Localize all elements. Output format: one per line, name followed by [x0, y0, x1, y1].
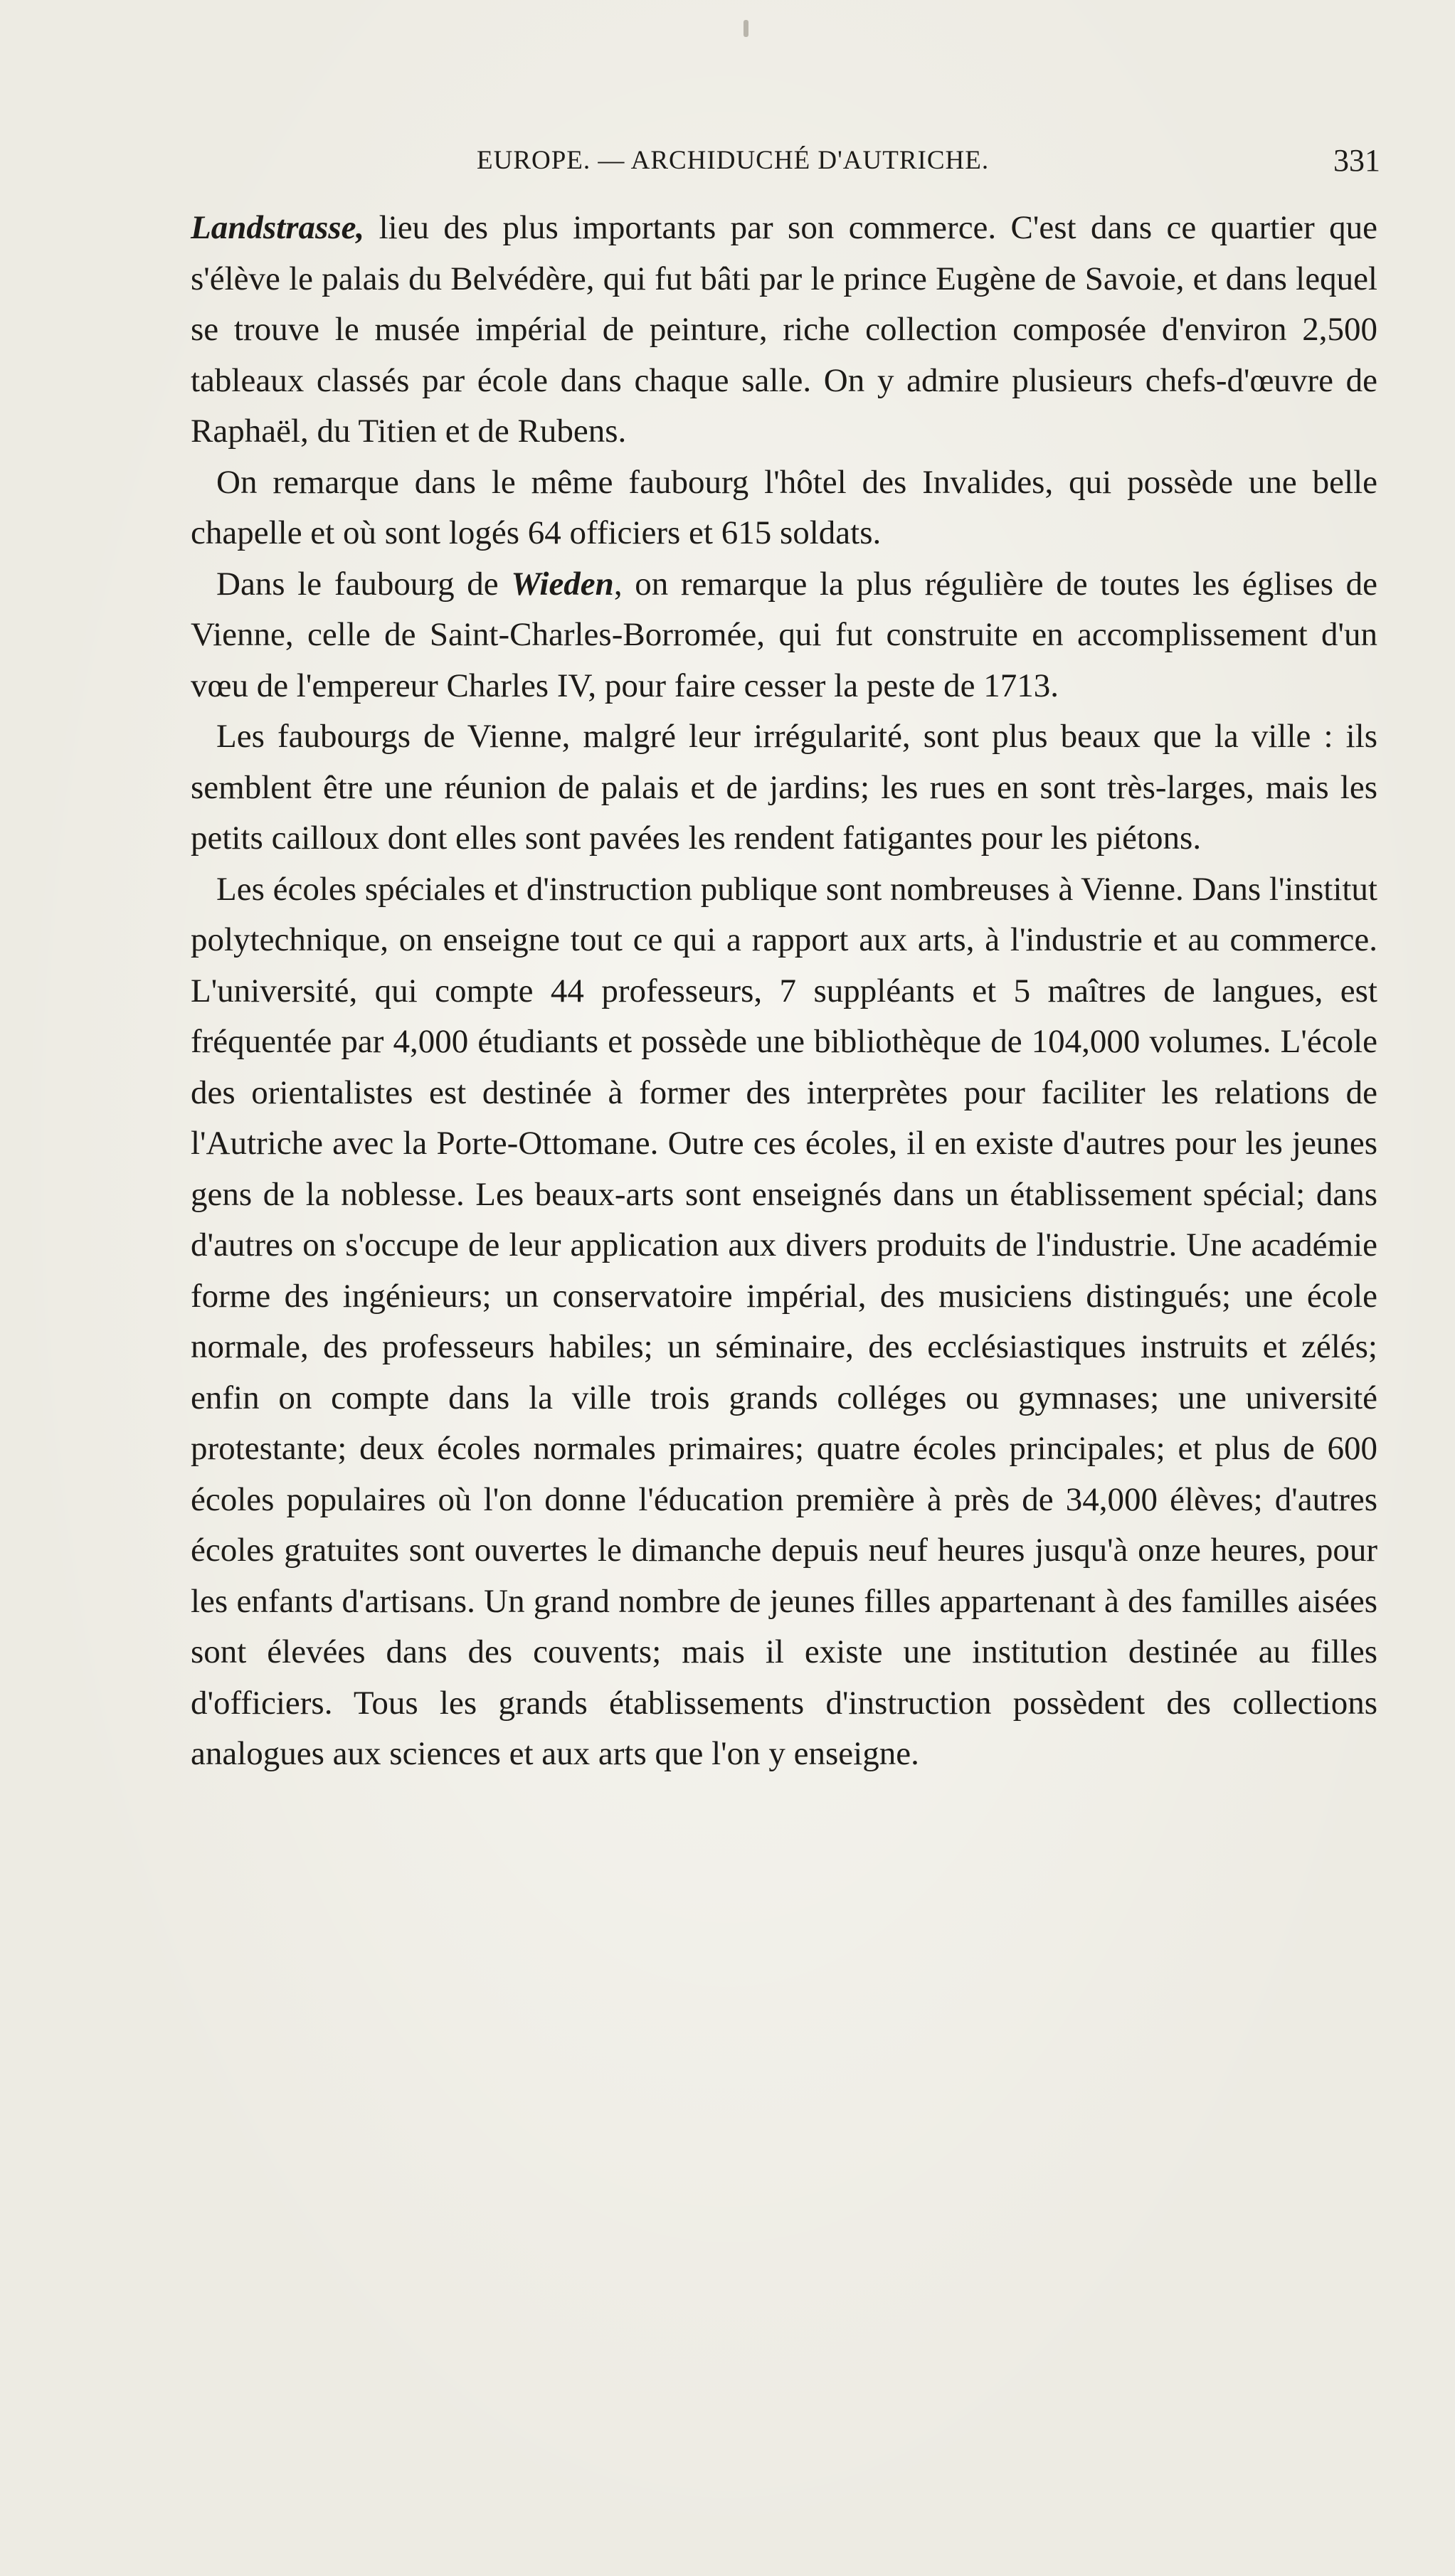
paragraph-3 — [191, 559, 1377, 712]
paragraph-4: Les faubourgs de Vienne, malgré leur irrégularité, sont plus beaux que la ville : ils semblent être une réunion de palais et de jardins; les rues en sont très-larges, mais les petits cailloux dont elles sont pavées les rendent fatigantes pour les piétons. — [191, 718, 1377, 857]
paragraph-1-text: lieu des plus importants par son commerce. C'est dans ce quartier que s'élève le palais du Belvédère, qui fut bâti par le prince Eugène de Savoie, et dans lequel se trouve le musée impérial de peinture, riche collection composée d'environ 2,500 tableaux classés par école dans chaque salle. On y admire plusieurs chefs-d'œuvre de Raphaël, du Titien et de Rubens. — [191, 209, 1377, 450]
ink-speck — [744, 20, 748, 37]
paragraph-3-after: , on remarque la plus régulière de toutes les églises de Vienne, celle de Saint-Charles-Borromée, qui fut construite en accomplissement d'un vœu de l'empereur Charles IV, pour faire cesser la peste de 1713. — [191, 565, 1377, 704]
paragraph-2: On remarque dans le même faubourg l'hôtel des Invalides, qui possède une belle chapelle et où sont logés 64 officiers et 615 soldats. — [191, 463, 1377, 551]
running-head — [185, 142, 1380, 185]
place-name-landstrasse: Landstrasse, — [191, 209, 365, 246]
paragraph-3-before: Dans le faubourg de — [216, 565, 512, 603]
place-name-wieden: Wieden — [511, 565, 614, 603]
body-text — [191, 203, 1377, 1780]
running-head-title: EUROPE. — ARCHIDUCHÉ D'AUTRICHE. — [477, 146, 990, 175]
paragraph-1 — [191, 203, 1377, 457]
page-number: 331 — [1333, 143, 1380, 178]
paragraph-5: Les écoles spéciales et d'instruction publique sont nombreuses à Vienne. Dans l'institut polytechnique, on enseigne tout ce qui a rapport aux arts, à l'industrie et au commerce. L'université, qui compte 44 professeurs, 7 suppléants et 5 maîtres de langues, est fréquentée par 4,000 étudiants et possède une bibliothèque de 104,000 volumes. L'école des orientalistes est destinée à former des interprètes pour faciliter les relations de l'Autriche avec la Porte-Ottomane. Outre ces écoles, il en existe d'autres pour les jeunes gens de la noblesse. Les beaux-arts sont enseignés dans un établissement spécial; dans d'autres on s'occupe de leur application aux divers produits de l'industrie. Une académie forme des ingénieurs; un conservatoire impérial, des musiciens distingués; une école normale, des professeurs habiles; un séminaire, des ecclésiastiques instruits et zélés; enfin on compte dans la ville trois grands colléges ou gymnases; une université protestante; deux écoles normales primaires; quatre écoles principales; et plus de 600 écoles populaires où l'on donne l'éducation première à près de 34,000 élèves; d'autres écoles gratuites sont ouvertes le dimanche depuis neuf heures jusqu'à onze heures, pour les enfants d'artisans. Un grand nombre de jeunes filles appartenant à des familles aisées sont élevées dans des couvents; mais il existe une institution destinée au filles d'officiers. Tous les grands établissements d'instruction possèdent des collections analogues aux sciences et aux arts que l'on y enseigne. — [191, 870, 1377, 1772]
